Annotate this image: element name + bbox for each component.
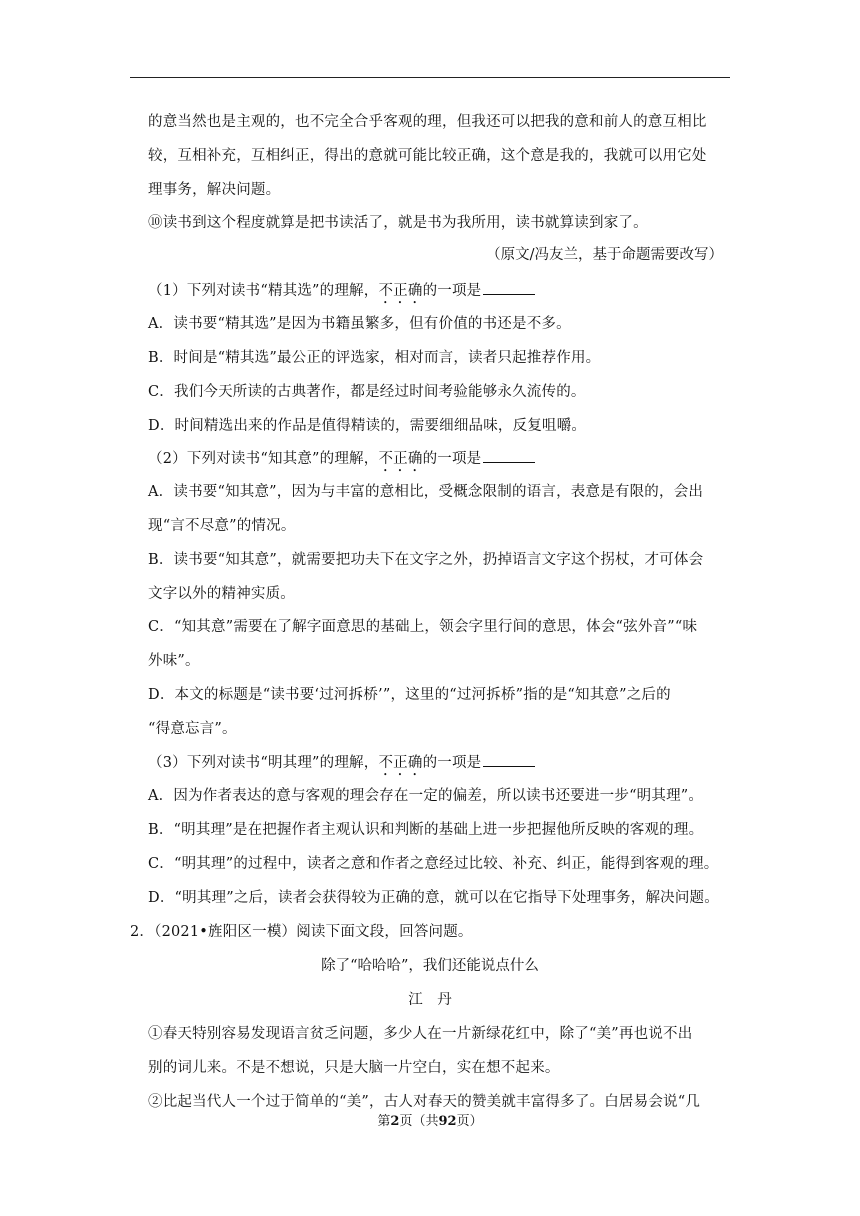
header-rule [130,77,730,78]
option-b: B．时间是“精其选”最公正的评选家，相对而言，读者只起推荐作用。 [148,350,601,366]
option-d: D．时间精选出来的作品是值得精读的，需要细细品味，反复咀嚼。 [148,418,587,434]
question-2 [148,448,535,475]
question-1 [148,280,535,307]
source-note: （原文/冯友兰，基于命题需要改写） [486,247,723,263]
answer-blank [483,280,535,295]
question-suffix: 的一项是 [422,755,482,771]
footer-mid: 页（共 [399,1114,439,1129]
question-prefix: （1）下列对读书“精其选”的理解， [148,283,379,299]
article-author: 江 丹 [408,992,452,1008]
option-d: D．本文的标题是“读书要‘过河拆桥’”，这里的“过河拆桥”指的是“知其意”之后的 [148,687,671,703]
answer-blank [483,752,535,767]
option-b: B．“明其理”是在把握作者主观认识和判断的基础上进一步把握他所反映的客观的理。 [148,822,704,838]
question-prefix: （2）下列对读书“知其意”的理解， [148,451,379,467]
article-title: 除了“哈哈哈”，我们还能说点什么 [321,958,539,974]
paragraph-1: ①春天特别容易发现语言贫乏问题，多少人在一片新绿花红中，除了“美”再也说不出 [148,1026,693,1042]
total-pages: 92 [438,1114,457,1129]
option-d-cont: “得意忘言”。 [148,721,237,737]
question-prefix: （3）下列对读书“明其理”的理解， [148,755,379,771]
footer-post: 页） [456,1114,483,1129]
question-suffix: 的一项是 [422,283,482,299]
emphasis-text: 不正确 [378,755,423,771]
option-c: C．我们今天所读的古典著作，都是经过时间考验能够永久流传的。 [148,384,586,400]
option-c: C．“明其理”的过程中，读者之意和作者之意经过比较、补充、纠正，能得到客观的理。 [148,856,719,872]
paragraph-10: ⑩读书到这个程度就算是把书读活了，就是书为我所用，读书就算读到家了。 [148,215,648,231]
footer-pre: 第 [377,1114,391,1129]
option-a: A．因为作者表达的意与客观的理会存在一定的偏差，所以读书还要进一步“明其理”。 [148,788,704,804]
option-a: A．读书要“精其选”是因为书籍虽繁多，但有价值的书还是不多。 [148,316,571,332]
text-line: 较，互相补充，互相纠正，得出的意就可能比较正确，这个意是我的，我就可以用它处 [148,148,707,164]
text-line: 理事务，解决问题。 [148,182,281,198]
option-c-cont: 外味”。 [148,653,200,669]
emphasis-text: 不正确 [378,283,423,299]
question-3 [148,752,535,779]
option-b-cont: 文字以外的精神实质。 [148,586,295,602]
text-line: 的意当然也是主观的，也不完全合乎客观的理，但我还可以把我的意和前人的意互相比 [148,114,707,130]
page-number: 2 [390,1114,400,1129]
option-d: D．“明其理”之后，读者会获得较为正确的意，就可以在它指导下处理事务，解决问题。 [148,890,719,906]
option-a: A．读书要“知其意”，因为与丰富的意相比，受概念限制的语言，表意是有限的，会出 [148,484,704,500]
option-c: C．“知其意”需要在了解字面意思的基础上，领会字里行间的意思，体会“弦外音”“味 [148,619,698,635]
option-b: B．读书要“知其意”，就需要把功夫下在文字之外，扔掉语言文字这个拐杖，才可体会 [148,552,704,568]
answer-blank [483,448,535,463]
paragraph-2: ②比起当代人一个过于简单的“美”，古人对春天的赞美就丰富得多了。白居易会说“几 [148,1094,701,1110]
emphasis-text: 不正确 [378,451,423,467]
question-suffix: 的一项是 [422,451,482,467]
paragraph-1-cont: 别的词儿来。不是不想说，只是大脑一片空白，实在想不起来。 [148,1060,560,1076]
page-footer [0,1113,860,1131]
problem-2-heading: 2．（2021•旌阳区一模）阅读下面文段，回答问题。 [130,924,473,940]
option-a-cont: 现“言不尽意”的情况。 [148,518,296,534]
